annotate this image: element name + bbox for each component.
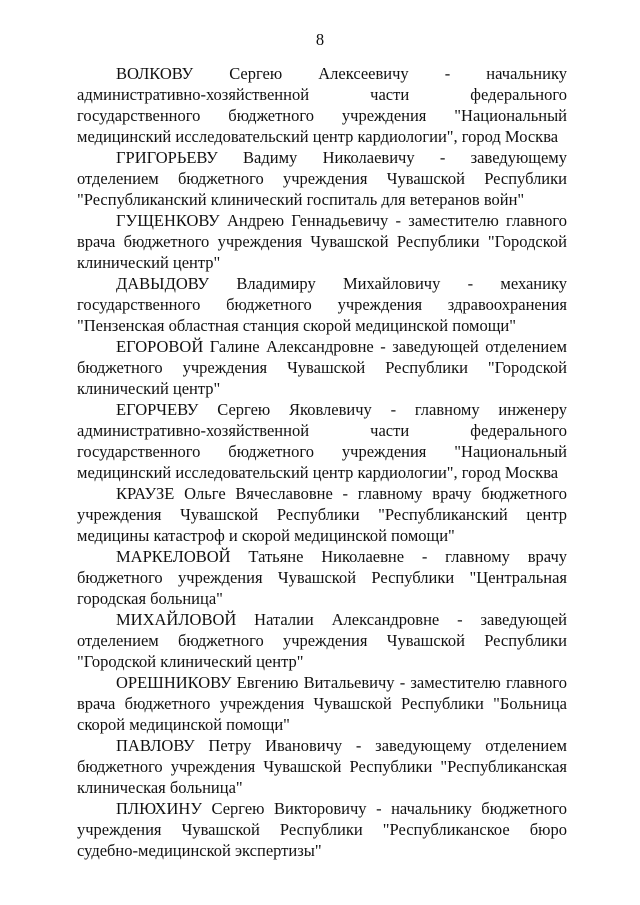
award-entry-gushchenkov: ГУЩЕНКОВУ Андрею Геннадьевичу - заместителю главного врача бюджетного учреждения Чувашской Республики "Городской клинический центр"	[77, 211, 567, 272]
page-number: 8	[315, 30, 325, 49]
award-entry-egorchev: ЕГОРЧЕВУ Сергею Яковлевичу - главному инженеру административно-хозяйственной части федерального государственного бюджетного учреждения "Национальный медицинский исследовательский центр кардиологии", город Москва	[77, 400, 567, 482]
award-entry-pavlov: ПАВЛОВУ Петру Ивановичу - заведующему отделением бюджетного учреждения Чувашской Республики "Республиканская клиническая больница"	[77, 736, 567, 797]
award-entry-plyukhin: ПЛЮХИНУ Сергею Викторовичу - начальнику бюджетного учреждения Чувашской Республики "Республиканское бюро судебно-медицинской экспертизы"	[77, 799, 567, 860]
award-entry-grigoriev: ГРИГОРЬЕВУ Вадиму Николаевичу - заведующему отделением бюджетного учреждения Чувашской Республики "Республиканский клинический госпиталь для ветеранов войн"	[77, 148, 567, 209]
award-entry-volkov: ВОЛКОВУ Сергею Алексеевичу - начальнику административно-хозяйственной части федерального государственного бюджетного учреждения "Национальный медицинский исследовательский центр кардиологии", город Москва	[77, 64, 567, 146]
award-entry-mikhailova: МИХАЙЛОВОЙ Наталии Александровне - заведующей отделением бюджетного учреждения Чувашской Республики "Городской клинический центр"	[77, 610, 567, 671]
award-entry-oreshnikov: ОРЕШНИКОВУ Евгению Витальевичу - заместителю главного врача бюджетного учреждения Чувашской Республики "Больница скорой медицинской помощи"	[77, 673, 567, 734]
award-entry-egorova: ЕГОРОВОЙ Галине Александровне - заведующей отделением бюджетного учреждения Чувашской Республики "Городской клинический центр"	[77, 337, 567, 398]
award-entry-krauze: КРАУЗЕ Ольге Вячеславовне - главному врачу бюджетного учреждения Чувашской Республики "Республиканский центр медицины катастроф и скорой медицинской помощи"	[77, 484, 567, 545]
award-entry-markelova: МАРКЕЛОВОЙ Татьяне Николаевне - главному врачу бюджетного учреждения Чувашской Республики "Центральная городская больница"	[77, 547, 567, 608]
award-list	[77, 63, 567, 861]
award-entry-davydov: ДАВЫДОВУ Владимиру Михайловичу - механику государственного бюджетного учреждения здравоохранения "Пензенская областная станция скорой медицинской помощи"	[77, 274, 567, 335]
